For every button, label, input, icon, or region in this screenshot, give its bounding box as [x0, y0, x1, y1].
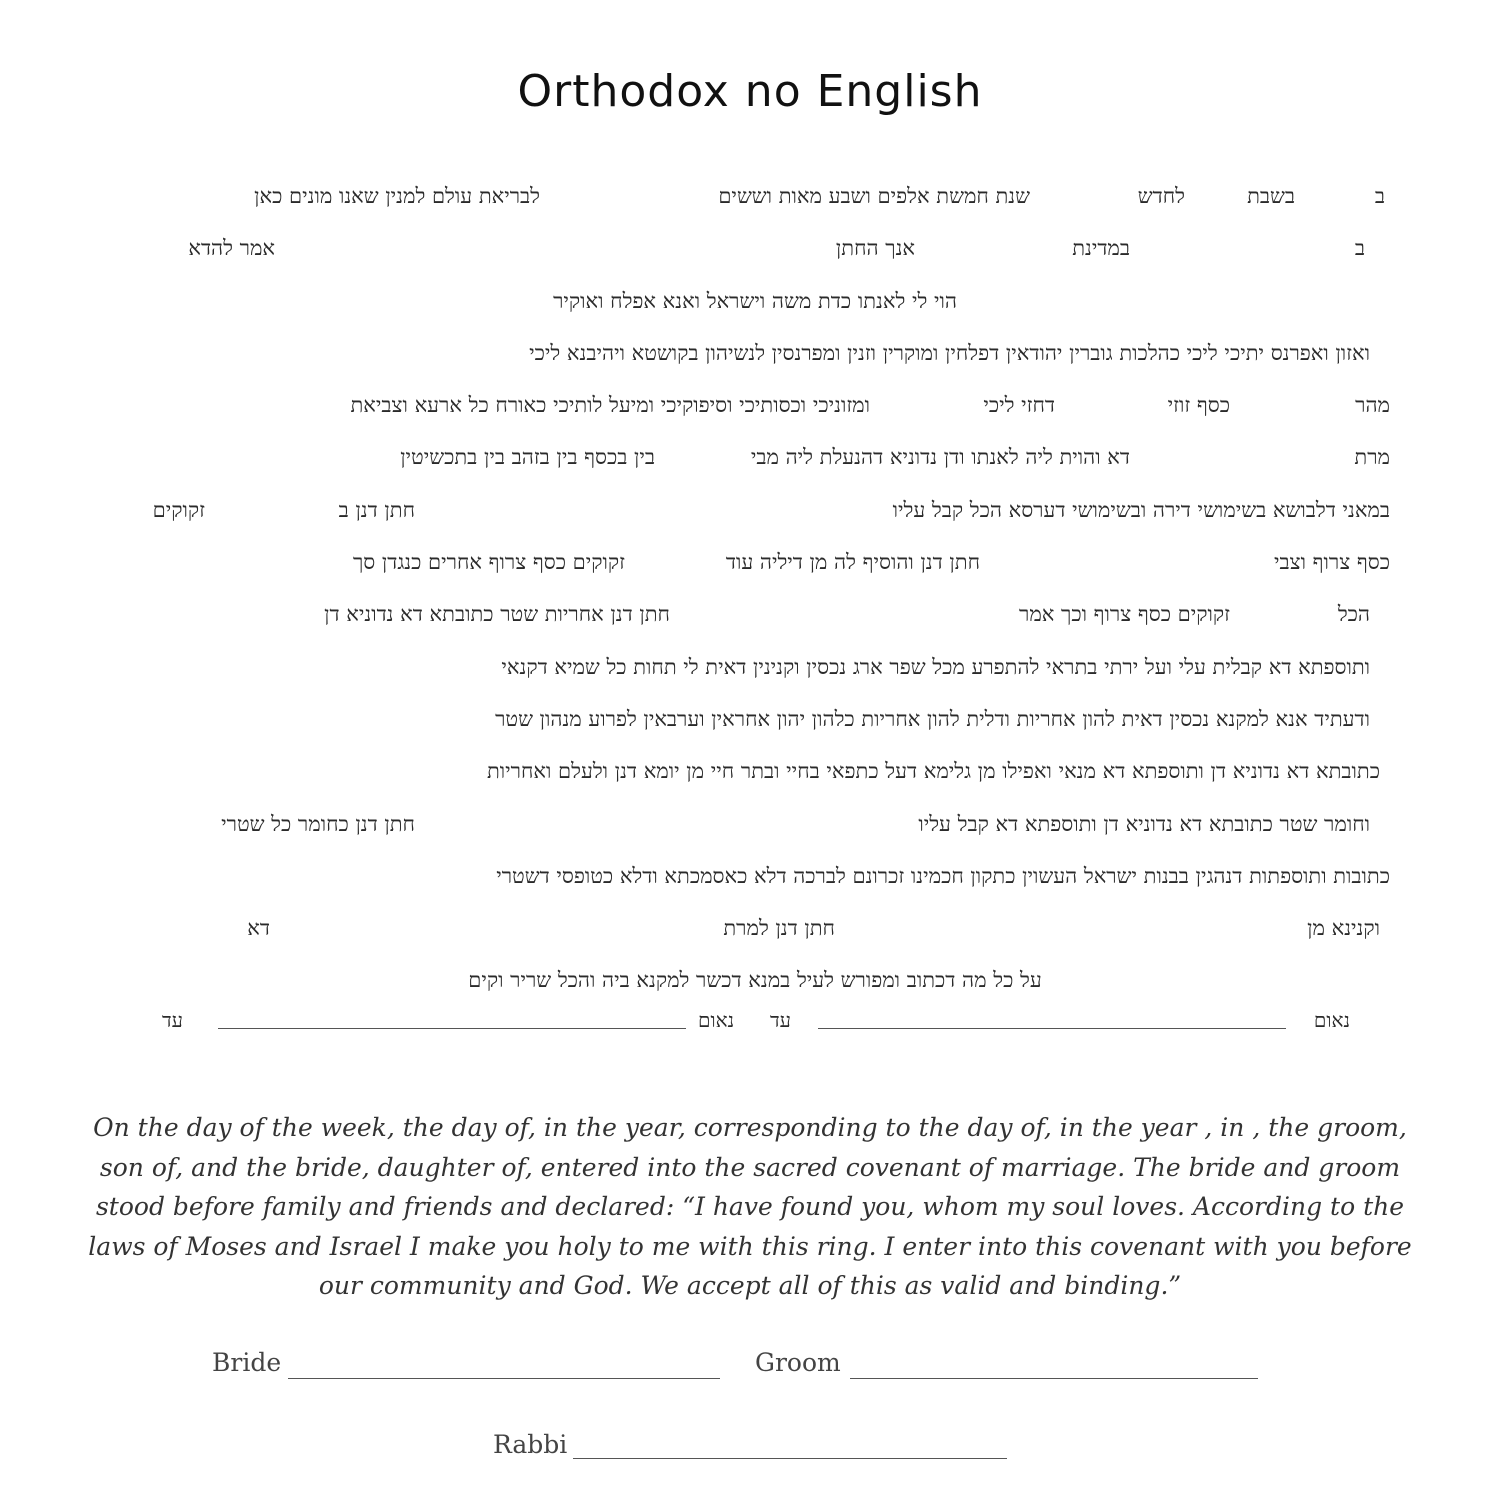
hebrew-line: [120, 798, 1390, 850]
hebrew-segment: כתובתא דא נדוניא דן ותוספתא דא מנאי ואפילו מן גלימא דעל כתפאי בחיי ובתר חיי מן יומא דנן ולעלם ואחריות: [486, 759, 1380, 784]
hebrew-segment: לבריאת עולם למנין שאנו מונים כאן: [254, 184, 540, 208]
hebrew-segment: ואזון ואפרנס יתיכי ליכי כהלכות גוברין יהודאין דפלחין ומוקרין וזנין ומפרנסין לנשיהון בקושטא ויהיבנא ליכי: [529, 340, 1370, 365]
witness-1-prefix: נאום: [1313, 1008, 1350, 1032]
hebrew-line: [120, 327, 1390, 379]
groom-signature-line[interactable]: [850, 1378, 1258, 1379]
hebrew-line: [120, 850, 1390, 902]
hebrew-line: [120, 641, 1390, 693]
hebrew-segment: על כל מה דכתוב ומפורש לעיל במנא דכשר למקנא ביה והכל שריר וקים: [468, 968, 1042, 993]
hebrew-segment: חתן דנן כחומר כל שטרי: [221, 811, 415, 836]
hebrew-segment: חתן דנן ב: [338, 497, 415, 522]
hebrew-ketubah-text: [120, 170, 1390, 1007]
hebrew-segment: ומזוניכי וכסותיכי וסיפוקיכי ומיעל לותיכי כאורח כל ארעא וצביאת: [350, 393, 870, 418]
hebrew-segment: ודעתיד אנא למקנא נכסין דאית להון אחריות ודלית להון אחריות כלהון יהון אחראין וערבאין לפרוע מנהון שטר: [495, 706, 1370, 731]
page-title: Orthodox no English: [517, 66, 983, 117]
hebrew-segment: חתן דנן למרת: [723, 916, 835, 941]
hebrew-line: [120, 379, 1390, 431]
groom-label: Groom: [755, 1348, 841, 1377]
hebrew-line: [120, 536, 1390, 588]
rabbi-label: Rabbi: [493, 1430, 568, 1459]
witness-2-prefix: נאום: [698, 1008, 735, 1032]
hebrew-segment: חתן דנן אחריות שטר כתובתא דא נדוניא דן: [324, 602, 670, 627]
hebrew-segment: בין בכסף בין בזהב בין בתכשיטין: [400, 445, 655, 470]
hebrew-line: [120, 275, 1390, 327]
hebrew-segment: הוי לי לאנתו כדת משה וישראל ואנא אפלח ואוקיר: [553, 288, 957, 313]
hebrew-segment: מרת: [1354, 445, 1390, 470]
hebrew-segment: כסף זוזי: [1167, 393, 1230, 418]
hebrew-line: [120, 431, 1390, 483]
hebrew-segment: בשבת: [1247, 184, 1295, 208]
hebrew-segment: וחומר שטר כתובתא דא נדוניא דן ותוספתא דא קבל עליו: [918, 811, 1370, 836]
hebrew-line: [120, 954, 1390, 1006]
hebrew-segment: ותוספתא דא קבלית עלי ועל ירתי בתראי להתפרע מכל שפר ארג נכסין וקנינין דאית לי תחות כל שמיא דקנאי: [501, 654, 1370, 679]
english-translation-text: On the day of the week, the day of, in the year, corresponding to the day of, in the year , in , the groom, son of, and the bride, daughter of, entered into the sacred covenant of marriage. The bride and groom stood before family and friends and declared: “I have found you, whom my soul loves. According to the laws of Moses and Israel I make you holy to me with this ring. I enter into this covenant with you before our community and God. We accept all of this as valid and binding.”: [88, 1113, 1412, 1300]
hebrew-segment: דא והוית ליה לאנתו ודן נדוניא דהנעלת ליה מבי: [750, 445, 1130, 470]
hebrew-segment: כתובות ותוספתות דנהגין בבנות ישראל העשוין כתקון חכמינו זכרונם לברכה דלא כאסמכתא ודלא כטופסי דשטרי: [496, 863, 1390, 888]
hebrew-segment: אמר להדא: [188, 236, 275, 261]
hebrew-segment: זקוקים כסף צרוף וכך אמר: [1019, 602, 1230, 627]
witness-signature-row: [150, 1000, 1350, 1044]
hebrew-segment: זקוקים כסף צרוף אחרים כנגדן סך: [352, 550, 625, 575]
witness-1-line[interactable]: [818, 1028, 1286, 1029]
hebrew-segment: דחזי ליכי: [983, 393, 1055, 418]
witness-1-suffix: עד: [770, 1008, 791, 1032]
hebrew-line: [120, 693, 1390, 745]
hebrew-segment: זקוקים: [152, 497, 205, 522]
hebrew-line: [120, 902, 1390, 954]
hebrew-segment: ב: [1374, 184, 1385, 208]
bride-signature-line[interactable]: [288, 1378, 720, 1379]
hebrew-line: [120, 484, 1390, 536]
hebrew-segment: מהר: [1355, 393, 1390, 418]
hebrew-segment: שנת חמשת אלפים ושבע מאות וששים: [718, 184, 1030, 208]
hebrew-line: [120, 222, 1390, 274]
rabbi-signature-line[interactable]: [573, 1458, 1007, 1459]
hebrew-segment: ב: [1354, 236, 1365, 261]
hebrew-line: [120, 745, 1390, 797]
hebrew-segment: במאני דלבושא בשימושי דירה ובשימושי דערסא הכל קבל עליו: [892, 497, 1390, 522]
witness-2-suffix: עד: [162, 1008, 183, 1032]
hebrew-segment: הכל: [1337, 602, 1370, 627]
hebrew-segment: במדינת: [1072, 236, 1130, 261]
hebrew-line: [120, 588, 1390, 640]
hebrew-segment: דא: [247, 916, 270, 941]
bride-label: Bride: [212, 1348, 282, 1377]
witness-2-line[interactable]: [218, 1028, 686, 1029]
hebrew-segment: חתן דנן והוסיף לה מן דיליה עוד: [725, 550, 980, 575]
hebrew-segment: לחדש: [1137, 184, 1185, 208]
hebrew-line: [120, 170, 1390, 222]
hebrew-segment: כסף צרוף וצבי: [1273, 550, 1390, 575]
hebrew-segment: וקנינא מן: [1307, 916, 1380, 941]
hebrew-segment: אנך החתן: [835, 236, 915, 261]
